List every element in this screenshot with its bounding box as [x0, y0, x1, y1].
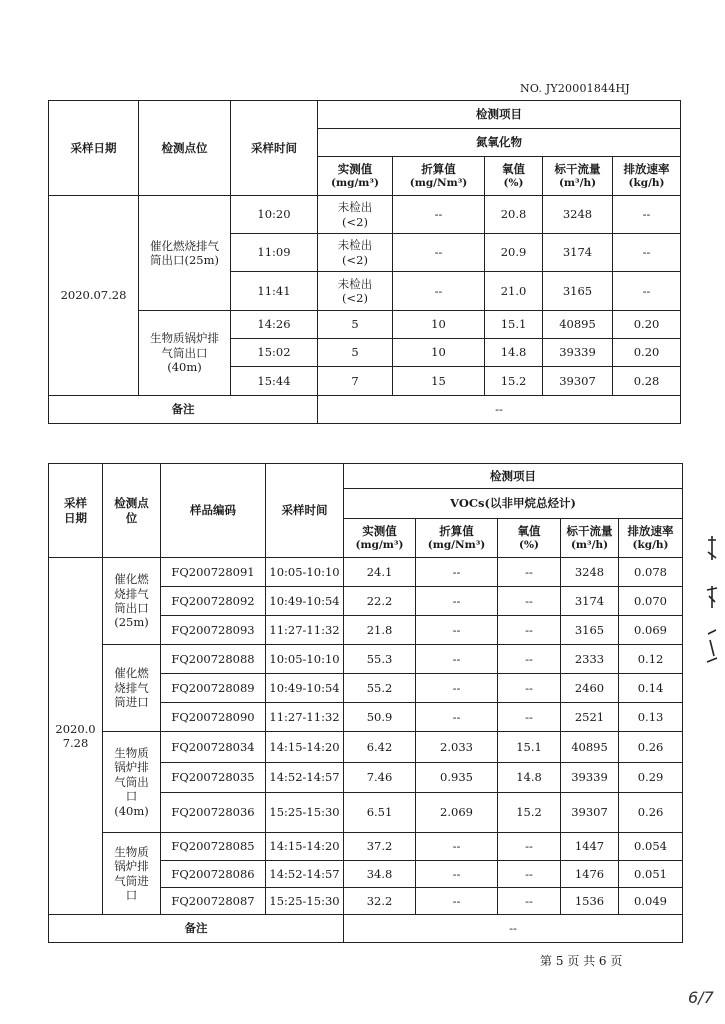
- remark-row: [49, 915, 683, 943]
- remark-value: --: [318, 396, 681, 424]
- col-oxygen: 氧值 (%): [498, 519, 561, 558]
- nox-table: [48, 100, 681, 424]
- remark-value: --: [344, 915, 683, 943]
- table-row: 生物质 锅炉排 气筒进 口 FQ200728085 14:15-14:20 37.2 -- -- 1447 0.054: [49, 833, 683, 861]
- col-converted: 折算值 (mg/Nm³): [393, 157, 485, 196]
- sampling-date: 2020.07.28: [49, 196, 139, 396]
- table-row: FQ200728093 11:27-11:32 21.8 -- -- 3165 0.069: [49, 616, 683, 645]
- table-row: 催化燃 烧排气 筒进口 FQ200728088 10:05-10:10 55.3 -- -- 2333 0.12: [49, 645, 683, 674]
- table-row: 15:44 7 15 15.2 39307 0.28: [49, 367, 681, 396]
- table-row: 2020.0 7.28 催化燃 烧排气 筒出口 (25m) FQ200728091 10:05-10:10 24.1 -- -- 3248 0.078: [49, 558, 683, 587]
- col-converted: 折算值 (mg/Nm³): [416, 519, 498, 558]
- header-time: 采样时间: [231, 101, 318, 196]
- table-row: FQ200728086 14:52-14:57 34.8 -- -- 1476 0.051: [49, 861, 683, 888]
- col-flow: 标干流量 (m³/h): [561, 519, 619, 558]
- table-row: 2020.07.28 催化燃烧排气 筒出口(25m) 10:20 未检出 (<2) -- 20.8 3248 --: [49, 196, 681, 234]
- header-project: 检测项目: [344, 464, 683, 489]
- seal-fragment-icon: [705, 530, 719, 670]
- point-name: 催化燃烧排气 筒出口(25m): [139, 196, 231, 311]
- table-row: FQ200728092 10:49-10:54 22.2 -- -- 3174 0.070: [49, 587, 683, 616]
- col-rate: 排放速率 (kg/h): [613, 157, 681, 196]
- point-name: 生物质 锅炉排 气筒进 口: [103, 833, 161, 915]
- table-row: 11:41 未检出 (<2) -- 21.0 3165 --: [49, 272, 681, 311]
- point-name: 催化燃 烧排气 筒出口 (25m): [103, 558, 161, 645]
- header-point: 检测点 位: [103, 464, 161, 558]
- remark-row: [49, 396, 681, 424]
- table-row: FQ200728089 10:49-10:54 55.2 -- -- 2460 0.14: [49, 674, 683, 703]
- remark-label: 备注: [49, 915, 344, 943]
- table-row: 生物质锅炉排 气筒出口 (40m) 14:26 5 10 15.1 40895 0.20: [49, 311, 681, 339]
- seal-mark: [705, 530, 719, 673]
- sampling-date: 2020.0 7.28: [49, 558, 103, 915]
- point-name: 催化燃 烧排气 筒进口: [103, 645, 161, 732]
- point-name: 生物质 锅炉排 气筒出 口 (40m): [103, 732, 161, 833]
- header-sample-no: 样品编码: [161, 464, 266, 558]
- col-rate: 排放速率 (kg/h): [619, 519, 683, 558]
- table-row: FQ200728090 11:27-11:32 50.9 -- -- 2521 0.13: [49, 703, 683, 732]
- header-pollutant: 氮氧化物: [318, 129, 681, 157]
- header-project: 检测项目: [318, 101, 681, 129]
- handwritten-note: 6/7: [688, 988, 714, 1007]
- table-row: 15:02 5 10 14.8 39339 0.20: [49, 339, 681, 367]
- header-pollutant: VOCs(以非甲烷总烃计): [344, 489, 683, 519]
- remark-label: 备注: [49, 396, 318, 424]
- report-number: NO. JY20001844HJ: [520, 82, 630, 95]
- header-point: 检测点位: [139, 101, 231, 196]
- header-sampling-date: 采样 日期: [49, 464, 103, 558]
- col-flow: 标干流量 (m³/h): [543, 157, 613, 196]
- header-time: 采样时间: [266, 464, 344, 558]
- vocs-table: [48, 463, 683, 943]
- table-row: FQ200728087 15:25-15:30 32.2 -- -- 1536 0.049: [49, 888, 683, 915]
- col-oxygen: 氧值 (%): [485, 157, 543, 196]
- table-row: 11:09 未检出 (<2) -- 20.9 3174 --: [49, 234, 681, 272]
- col-measured: 实测值 (mg/m³): [344, 519, 416, 558]
- header-sampling-date: 采样日期: [49, 101, 139, 196]
- table-row: FQ200728036 15:25-15:30 6.51 2.069 15.2 39307 0.26: [49, 793, 683, 833]
- point-name: 生物质锅炉排 气筒出口 (40m): [139, 311, 231, 396]
- page-number: 第 5 页 共 6 页: [540, 954, 623, 968]
- table-row: FQ200728035 14:52-14:57 7.46 0.935 14.8 39339 0.29: [49, 763, 683, 793]
- table-row: 生物质 锅炉排 气筒出 口 (40m) FQ200728034 14:15-14:20 6.42 2.033 15.1 40895 0.26: [49, 732, 683, 763]
- col-measured: 实测值 (mg/m³): [318, 157, 393, 196]
